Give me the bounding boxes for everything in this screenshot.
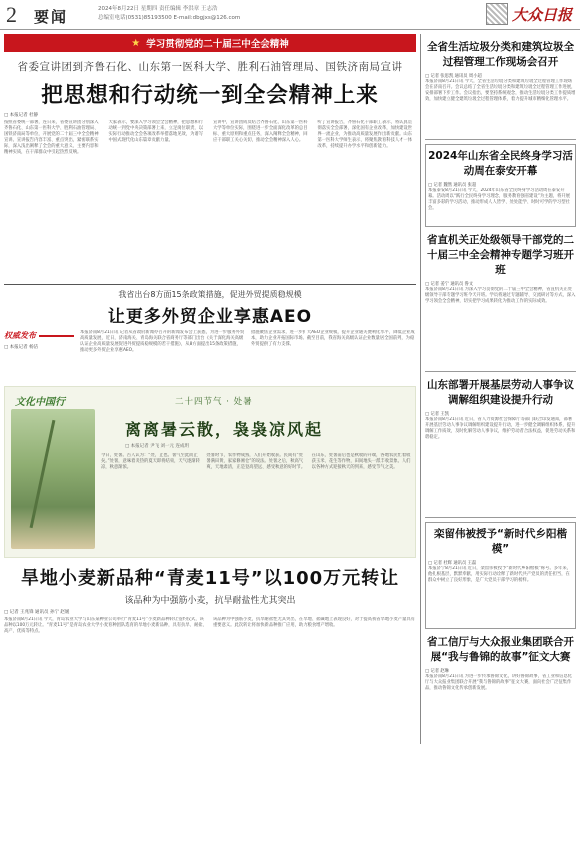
wheat-column-2: [213, 617, 416, 673]
masthead-info: [98, 5, 240, 23]
brief-byline: □ 记者 姜宁 通讯员 鲁文: [425, 282, 474, 287]
section-title: 要闻: [34, 8, 69, 26]
policy-headline: 让更多外贸企业享惠AEO: [107, 307, 313, 327]
brief-headline: 省直机关正处级领导干部党的二十届三中全会精神专题学习班开班: [427, 234, 574, 276]
policy-paragraph: 措施聚焦企业需求，进一步扩大AEO企业规模，提升企业通关便利化水平，降低企业成本，助力企业开拓国际市场。截至目前，我省海关高级认证企业数量居全国前列，为稳外贸提供了有力支撑。: [251, 330, 415, 347]
culture-paragraph: 处暑时节，农作物成熟，人们开始收获。民间有“处暑满田黄，家家修廪仓”的说法。处暑之后，秋高气爽，天地肃清，正是登高望远、感受秋意的好时节。: [206, 453, 306, 470]
lead-paragraph: 按照省委统一部署，连日来，省委宣讲团分别深入齐鲁石化、山东第一医科大学、胜利石油管理局、国铁济南局等单位，开展党的二十届三中全会精神宣讲。宣讲报告内容丰富、重点突出，紧密联系实际，深入浅出阐释了全会的重大意义、主要内容和精神实质，在干部群众中引起热烈反响。: [4, 120, 99, 155]
brand-logo: [486, 3, 572, 25]
masthead: [0, 0, 580, 30]
brief-body: 本报济南8月21日讯 为深入学习贯彻党的二十届三中全会精神，省直机关正处级领导干部专题学习班今天开班。学员将通过专题辅导、交流研讨等方式，深入学习领会全会精神，切实把学习成果转化为推动工作的实际成效。: [425, 287, 576, 304]
lead-paragraph: 听了宣讲报告，齐鲁石化干部职工表示，将认真贯彻落实全会部署，深化国有企业改革，加快建设世界一流企业，为推动高质量发展作出新贡献。山东第一医科大学师生表示，将聚焦教育科技人才一体改革，持续提升办学水平和创新能力。: [317, 120, 413, 149]
culture-headline: 离离暑云散，袅袅凉风起: [125, 420, 324, 439]
culture-paragraph: 今日，处暑。古人认为：“处，止也。暑气至此而止矣。”处暑，意味着炎热的夏天即将结束，天气逐渐转凉，秋意渐浓。: [101, 453, 200, 470]
news-brief: [425, 522, 576, 629]
left-column: [4, 34, 416, 673]
policy-paragraph: 本报济南8月21日讯 记者从省政府新闻办召开的新闻发布会上获悉，为进一步服务外贸高质量发展，近日，济南海关、青岛海关联合省商务厅等部门出台《关于深化海关高级认证企业高质量发展促进外贸提质稳规模的若干措施》，从8方面提出15条政策措施，推动更多外贸企业享惠AEO。: [80, 330, 245, 353]
news-brief: [425, 635, 576, 744]
lead-byline: □ 本报记者 杜静: [4, 113, 39, 118]
wheat-body: [4, 617, 416, 673]
wheat-byline: □ 记者 王兆锋 通讯员 孙宁 赵媛: [4, 610, 70, 615]
culture-column-2: [206, 453, 305, 553]
policy-tag-block: [4, 330, 74, 382]
policy-section: [4, 330, 416, 382]
brief-byline: □ 记者 王凯: [425, 412, 449, 417]
qr-code-icon: [486, 3, 508, 25]
brief-body: 本报济南8月21日讯 近日，省人力资源社会保障厅等部门联合印发通知，部署开展基层劳动人事争议调解组织建设提升行动，进一步健全调解组织体系，提升调解工作质效，及时化解劳动人事争议，维护劳动者合法权益，促进劳动关系和谐稳定。: [425, 417, 576, 440]
lead-column-2: [109, 120, 208, 280]
policy-column-1: [80, 330, 245, 382]
brief-body: 本报济南8月21日讯 为进一步传承鲁锦文化，讲好鲁锦故事，省工业和信息化厅与大众报业集团联合开展“我与鲁锦的故事”征文大赛，面向社会广泛征集作品，推动鲁锦文化传承创新发展。: [425, 674, 573, 691]
brief-headline: 2024年山东省全民终身学习活动周在泰安开幕: [428, 150, 573, 177]
culture-feature: [4, 386, 416, 558]
lead-paragraph: 大家表示，要深入学习领会全会精神，把思想和行动统一到党中央决策部署上来，立足岗位职责，以实际行动推动全会各项改革举措落地见效，为谱写中国式现代化山东篇章贡献力量。: [108, 120, 204, 143]
culture-column-title: 文化中国行: [15, 397, 65, 408]
brief-divider: [425, 371, 576, 372]
brand-name: 大众日报: [511, 5, 572, 24]
lead-subhead: 省委宣讲团到齐鲁石化、山东第一医科大学、胜利石油管理局、国铁济南局宣讲: [17, 61, 403, 73]
policy-kicker: 我省出台8方面15条政策措施，促进外贸提质稳规模: [118, 290, 302, 299]
masthead-info-line1: 2024年8月22日 星期四 责任编辑 李洪章 王志浩: [98, 6, 218, 12]
lead-column-1: [4, 120, 103, 280]
lead-headline: 把思想和行动统一到全会精神上来: [41, 83, 379, 108]
lead-column-4: [318, 120, 417, 280]
culture-byline: □ 本报记者 尹飞 刘一元 连成玥: [125, 444, 189, 449]
lead-body: [4, 120, 416, 280]
news-brief: [425, 40, 576, 135]
wheat-headline: 旱地小麦新品种“青麦11号”以100万元转让: [20, 568, 400, 589]
wheat-subhead: 该品种为中强筋小麦，抗旱耐盐性尤其突出: [124, 596, 296, 606]
brief-headline: 省工信厅与大众报业集团联合开展“我与鲁锦的故事”征文大赛: [427, 636, 574, 663]
solar-term-tag: 二十四节气 · 处暑: [175, 397, 253, 407]
tag-bar: [39, 335, 74, 337]
party-emblem-icon: ★: [131, 37, 141, 49]
brief-byline: □ 记者 赵琳: [425, 669, 449, 674]
brief-headline: 全省生活垃圾分类和建筑垃圾全过程管理工作现场会召开: [427, 41, 574, 68]
wheat-paragraph: 该品种为中强筋小麦，抗旱耐盐性尤其突出，在旱地、盐碱地上表现良好，对于提高我省旱地小麦产量具有重要意义。此次转让将加快新品种推广应用，助力粮食增产增收。: [213, 617, 415, 628]
page-number: 2: [6, 2, 17, 27]
news-brief: [425, 144, 576, 227]
wheat-column-1: [4, 617, 207, 673]
news-brief: [425, 378, 576, 513]
culture-column-1: [101, 453, 200, 553]
millet-stalk-shape: [30, 420, 56, 528]
theme-banner: [4, 34, 416, 52]
brief-divider: [425, 139, 576, 140]
masthead-info-line2: 总编室电话(0531)85193500 E-mail:dbgjxs@126.com: [98, 14, 241, 21]
brief-headline: 栾留伟被授予“新时代乡阳楷模”: [434, 528, 567, 555]
brief-body: 本报济南8月21日讯 今天，全省生活垃圾分类和建筑垃圾全过程管理工作现场会在济南召开。会议总结了全省生活垃圾分类和建筑垃圾全过程管理工作进展，安排部署下步工作。会议指出，要坚持系统观念，推动生活垃圾分类工作提质增效，加快建立健全建筑垃圾全过程管理体系，着力提升城市精细化管理水平。: [425, 79, 576, 102]
policy-column-2: [251, 330, 416, 382]
brief-body: 本报泰安8月21日讯 今天，2024年山东省全民终身学习活动周在泰安开幕。活动周以“践行全民终身学习理念，服务教育强省建设”为主题，将开展丰富多彩的学习活动，推动形成人人皆学、处处能学、时时可学的学习型社会。: [428, 188, 570, 211]
brief-headline: 山东部署开展基层劳动人事争议调解组织建设提升行动: [427, 379, 574, 406]
policy-byline: □ 本报记者 杨洁: [4, 345, 39, 350]
wheat-paragraph: 本报济南8月21日讯 今天，青岛农业大学与山东某种业公司举行“青麦11号”小麦新品种转让签约仪式，该品种以100万元转让。“青麦11号”是青岛农业大学小麦育种团队选育的旱地小麦新品种，具有抗旱、耐盐、高产、优质等特点。: [4, 617, 207, 634]
culture-column-3: [312, 453, 411, 553]
brief-byline: □ 记者 张思凯 通讯员 周小超: [425, 74, 482, 79]
millet-photo: [11, 409, 95, 549]
brief-body: 本报济宁8月21日讯 近日，栾留伟被授予“新时代乡阳楷模”称号。多年来，他扎根基层，默默奉献，用实际行动诠释了新时代共产党员的责任担当，在群众中树立了良好形象，是广大党员干部学习的榜样。: [428, 566, 571, 583]
authority-release-tag: [4, 330, 74, 341]
brief-byline: □ 记者 杜辉 通讯员 王磊: [428, 561, 477, 566]
culture-paragraph: 在山东，处暑前后也是秋收的开端，各地农民忙着收获玉米、花生等作物，田间地头一派丰收景象。人们以各种方式迎接秋天的到来，感受节气之美。: [311, 453, 411, 470]
news-brief: [425, 233, 576, 367]
policy-body: [80, 330, 416, 382]
lead-column-3: [213, 120, 312, 280]
section-divider: [4, 284, 416, 285]
lead-paragraph: 宣讲中，宣讲团成员结合齐鲁石化、山东第一医科大学等单位实际，围绕进一步全面深化改革的总目标、重大原则和重点任务，深入阐释全会精神，回应干部职工关心关切，推动全会精神深入人心。: [213, 120, 308, 143]
culture-body: [101, 453, 411, 553]
authority-release-label: 权威发布: [4, 331, 36, 340]
banner-text: 学习贯彻党的二十届三中全会精神: [146, 39, 289, 50]
brief-byline: □ 记者 魏然 通讯员 张超: [428, 183, 477, 188]
brief-divider: [425, 517, 576, 518]
right-column: [420, 34, 576, 744]
